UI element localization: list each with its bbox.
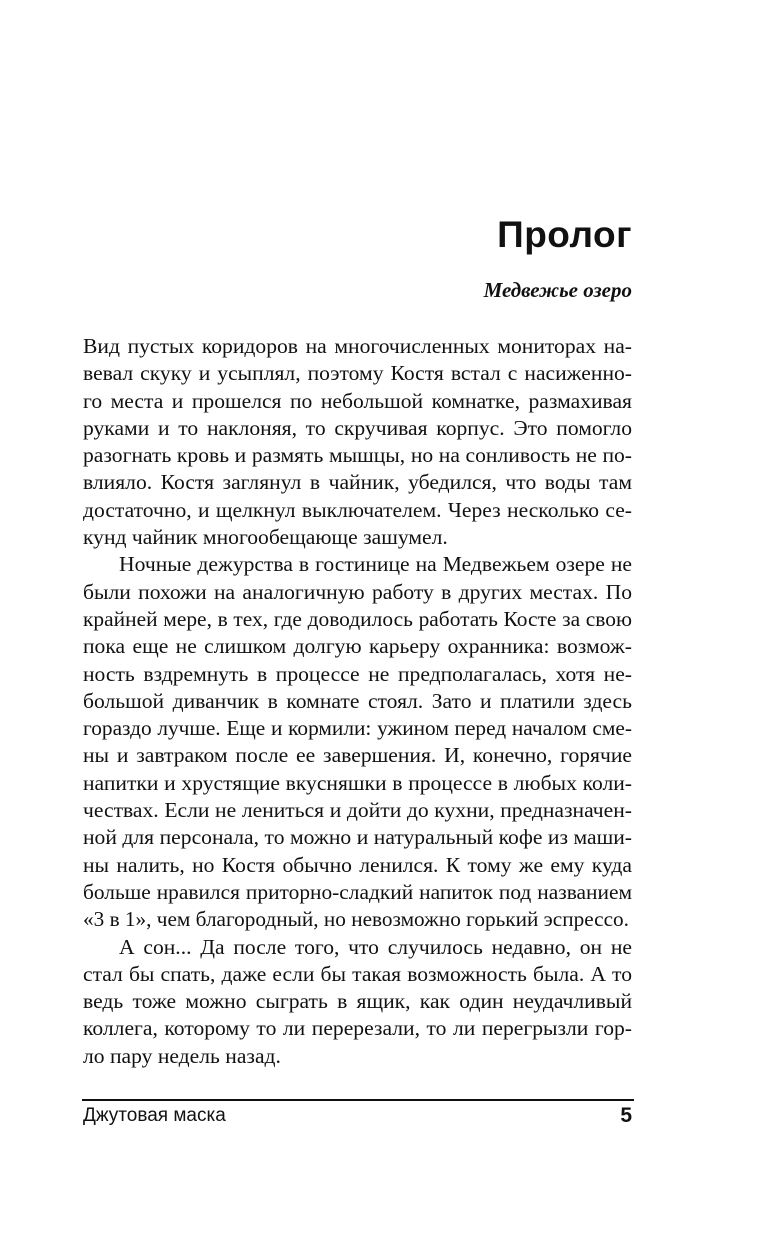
text-line: ны налить, но Костя обычно ленился. К тому же ему куда: [83, 852, 632, 877]
text-line: разогнать кровь и размять мышцы, но на сонливость не по-: [83, 443, 632, 468]
text-line: большой диванчик в комнате стоял. Зато и платили здесь: [83, 688, 632, 713]
text-line: чествах. Если не лениться и дойти до кухни, предназначен-: [83, 798, 632, 823]
text-line: ной для персонала, то можно и натуральный кофе из маши-: [83, 825, 632, 850]
text-line: стал бы спать, даже если бы такая возможность была. А то: [83, 961, 632, 986]
text-line: ведь тоже можно сыграть в ящик, как один неудачливый: [83, 989, 632, 1014]
footer-divider: [82, 1099, 634, 1101]
text-line: го места и прошелся по небольшой комнатке, размахивая: [83, 388, 632, 413]
text-line: пока еще не слишком долгую карьеру охранника: возмож-: [83, 634, 632, 659]
running-footer-title: Джутовая маска: [83, 1105, 226, 1126]
text-line: были похожи на аналогичную работу в других местах. По: [83, 579, 632, 604]
text-line: ло пару недель назад.: [83, 1043, 281, 1068]
text-line: коллега, которому то ли перерезали, то ли перегрызли гор-: [83, 1016, 632, 1041]
text-line: «3 в 1», чем благородный, но невозможно горький эспрессо.: [83, 907, 629, 932]
chapter-subtitle: Медвежье озеро: [483, 278, 632, 302]
text-line: влияло. Костя заглянул в чайник, убедился, что воды там: [83, 470, 632, 495]
paragraph: [83, 551, 632, 933]
text-line: достаточно, и щелкнул выключателем. Через несколько се-: [83, 497, 632, 522]
text-line: Вид пустых коридоров на многочисленных мониторах на-: [83, 334, 632, 358]
body-text: [83, 333, 632, 1070]
text-line: кунд чайник многообещающе зашумел.: [83, 525, 448, 550]
text-line: ны и завтраком после ее завершения. И, конечно, горячие: [83, 743, 632, 768]
text-line: крайней мере, в тех, где доводилось работать Косте за свою: [83, 606, 632, 631]
page-number: 5: [620, 1104, 632, 1127]
text-line: руками и то наклоняя, то скручивая корпус. Это помогло: [83, 415, 632, 440]
paragraph: [83, 934, 632, 1070]
text-line: гораздо лучше. Еще и кормили: ужином перед началом сме-: [83, 716, 632, 741]
text-line: ность вздремнуть в процессе не предполагалась, хотя не-: [83, 661, 632, 686]
paragraph: [83, 333, 632, 551]
text-line: больше нравился приторно-сладкий напиток под названием: [83, 879, 632, 904]
text-line: А сон... Да после того, что случилось недавно, он не: [119, 934, 632, 959]
text-line: Ночные дежурства в гостинице на Медвежьем озере не: [119, 552, 632, 577]
chapter-title: Пролог: [497, 214, 632, 255]
text-line: вевал скуку и усыплял, поэтому Костя встал с насиженно-: [83, 361, 632, 386]
text-line: напитки и хрустящие вкусняшки в процессе в любых коли-: [83, 770, 632, 795]
